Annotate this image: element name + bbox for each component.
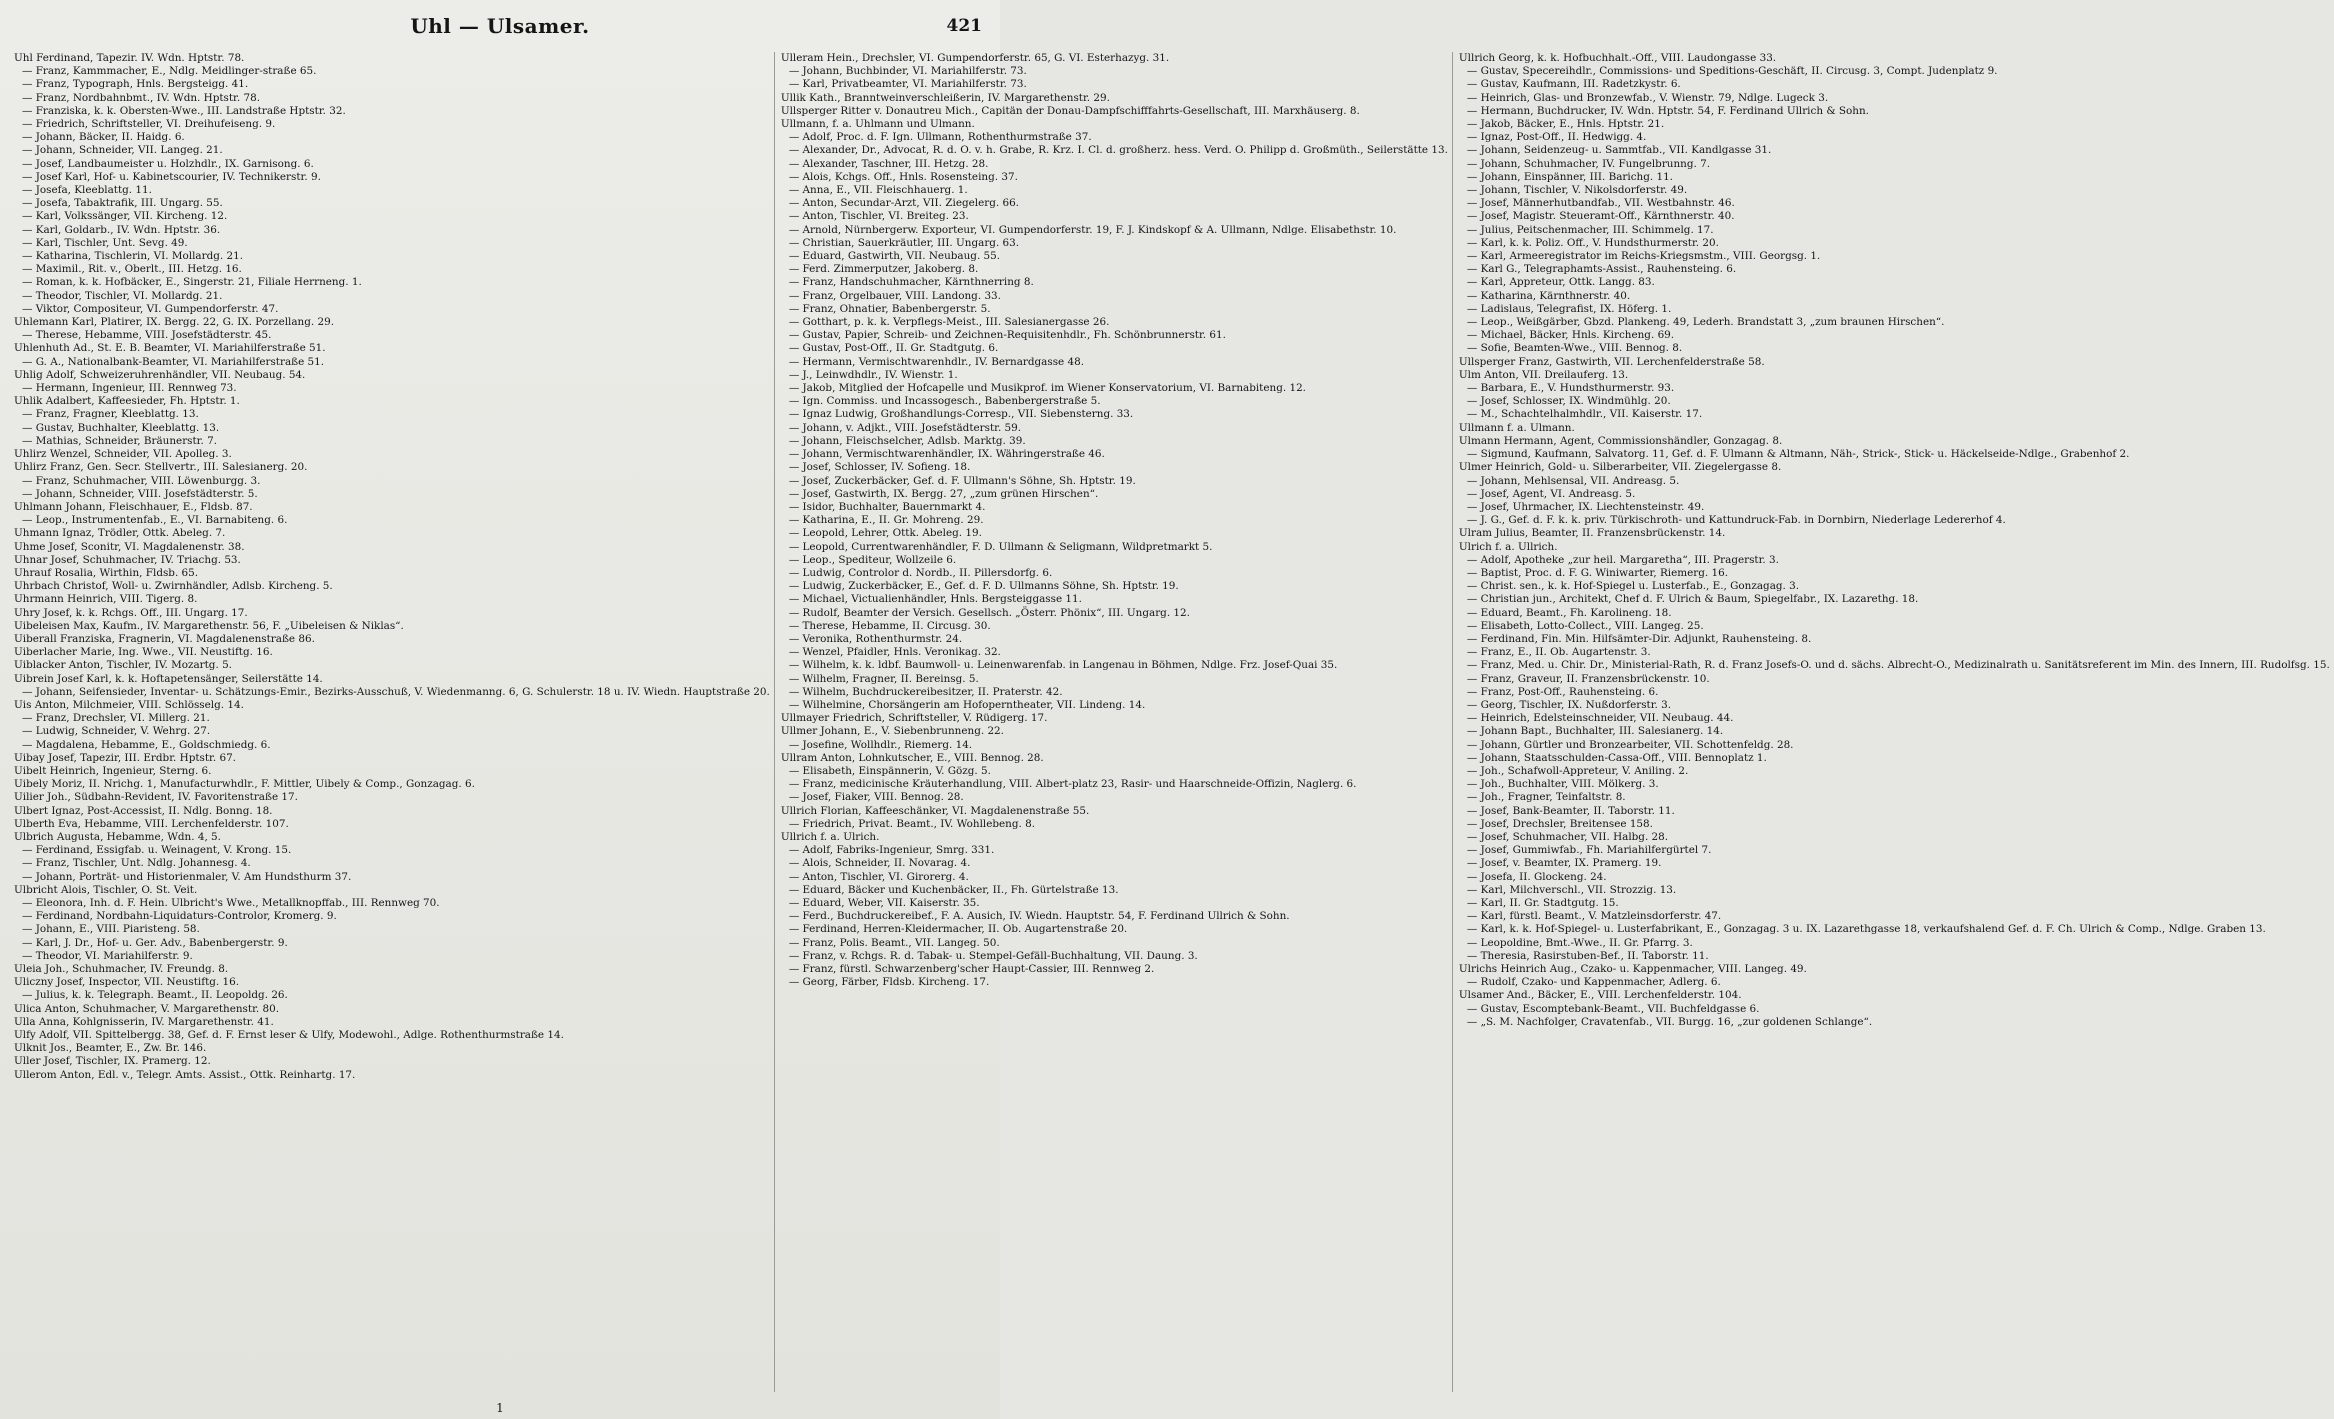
directory-entry: — Josefa, Tabaktrafik, III. Ungarg. 55. <box>22 197 223 210</box>
directory-entry: — Franz, medicinische Kräuterhandlung, VIII. Albert-platz 23, Rasir- und Haarschneide-Offizin, Naglerg. 6. <box>788 778 1357 791</box>
directory-entry: — Friedrich, Schriftsteller, VI. Dreihufeiseng. 9. <box>22 118 276 131</box>
directory-entry: Ullerom Anton, Edl. v., Telegr. Amts. Assist., Ottk. Reinhartg. 17. <box>14 1068 356 1081</box>
directory-entry: — M., Schachtelhalmhdlr., VII. Kaiserstr. 17. <box>1466 408 1703 421</box>
directory-entry: — Josef, Fiaker, VIII. Bennog. 28. <box>788 791 964 804</box>
directory-entry: — Karl, Volkssänger, VII. Kircheng. 12. <box>22 210 228 223</box>
directory-entry: — Josef, Zuckerbäcker, Gef. d. F. Ullmann's Söhne, Sh. Hptstr. 19. <box>788 474 1136 487</box>
column-right <box>1459 52 2334 1392</box>
directory-entry: — Joh., Schafwoll-Appreteur, V. Aniling. 2. <box>1466 764 1689 777</box>
directory-entry: — J., Leinwdhdlr., IV. Wienstr. 1. <box>788 368 958 381</box>
directory-entry: — Franz, Graveur, II. Franzensbrückenstr. 10. <box>1466 672 1710 685</box>
directory-entry: — Gustav, Post-Off., II. Gr. Stadtgutg. 6. <box>788 342 999 355</box>
directory-entry: — Josef, Drechsler, Breitensee 158. <box>1466 817 1653 830</box>
directory-entry: Uhme Josef, Sconitr, VI. Magdalenenstr. 38. <box>14 540 245 553</box>
directory-entry: Uibeleisen Max, Kaufm., IV. Margarethenstr. 56, F. „Uibeleisen & Niklas“. <box>14 619 404 632</box>
directory-entry: Uhrauf Rosalia, Wirthin, Fldsb. 65. <box>14 566 199 579</box>
directory-entry: — Johann Bapt., Buchhalter, III. Salesianerg. 14. <box>1466 725 1724 738</box>
directory-entry: — Ludwig, Schneider, V. Wehrg. 27. <box>22 725 211 738</box>
directory-entry: — Josefine, Wollhdlr., Riemerg. 14. <box>788 738 973 751</box>
directory-entry: — Johann, Schneider, VIII. Josefstädterstr. 5. <box>22 487 258 500</box>
column-left <box>14 52 775 1392</box>
directory-entry: Ullrich Florian, Kaffeeschänker, VI. Magdalenenstraße 55. <box>780 804 1090 817</box>
directory-entry: — Franz, Post-Off., Rauhensteing. 6. <box>1466 685 1659 698</box>
directory-entry: Uiberall Franziska, Fragnerin, VI. Magdalenenstraße 86. <box>14 632 315 645</box>
directory-entry: Ulsamer And., Bäcker, E., VIII. Lerchenfelderstr. 104. <box>1458 989 1742 1002</box>
directory-entry: — Veronika, Rothenthurmstr. 24. <box>788 632 963 645</box>
directory-entry: Uiberlacher Marie, Ing. Wwe., VII. Neustiftg. 16. <box>14 646 273 659</box>
directory-entry: Ullmann f. a. Ulmann. <box>1458 421 1575 434</box>
directory-entry: — Gustav, Kaufmann, III. Radetzkystr. 6. <box>1466 78 1681 91</box>
directory-entry: — Alois, Schneider, II. Novarag. 4. <box>788 857 971 870</box>
directory-entry: Ullmann, f. a. Uhlmann und Ulmann. <box>780 118 975 131</box>
directory-entry: — Alexander, Dr., Advocat, R. d. O. v. h. Grabe, R. Krz. I. Cl. d. großherz. hess. Verd. O. Philipp d. Großmüth., Seilerstätte 13. <box>788 144 1448 157</box>
directory-entry: Ulmer Heinrich, Gold- u. Silberarbeiter, VII. Ziegelergasse 8. <box>1458 461 1782 474</box>
directory-entry: — G. A., Nationalbank-Beamter, VI. Mariahilferstraße 51. <box>22 355 325 368</box>
directory-entry: — Josef, Schuhmacher, VII. Halbg. 28. <box>1466 830 1669 843</box>
directory-entry: Ullmayer Friedrich, Schriftsteller, V. Rüdigerg. 17. <box>780 712 1048 725</box>
directory-entry: — Katharina, Kärnthnerstr. 40. <box>1466 289 1631 302</box>
directory-entry: — Franz, Med. u. Chir. Dr., Ministerial-Rath, R. d. Franz Josefs-O. und d. sächs. Albrecht-O., Medizinalrath u. Sanitätsreferent im Min. des Innern, III. Rudolfsg. 15. <box>1466 659 2330 672</box>
directory-entry: — Johann, Staatsschulden-Cassa-Off., VIII. Bennoplatz 1. <box>1466 751 1767 764</box>
directory-entry: Uhlirz Wenzel, Schneider, VII. Apolleg. 3. <box>14 448 232 461</box>
directory-entry: — Elisabeth, Einspännerin, V. Gözg. 5. <box>788 764 991 777</box>
directory-entry: Uhrmann Heinrich, VIII. Tigerg. 8. <box>14 593 198 606</box>
directory-entry: — Franz, Handschuhmacher, Kärnthnerring 8. <box>788 276 1034 289</box>
directory-entry: — Josef, Gastwirth, IX. Bergg. 27, „zum grünen Hirschen“. <box>788 487 1099 500</box>
directory-entry: — Georg, Tischler, IX. Nußdorferstr. 3. <box>1466 698 1672 711</box>
directory-entry: — Ignaz, Post-Off., II. Hedwigg. 4. <box>1466 131 1647 144</box>
directory-entry: Uhrbach Christof, Woll- u. Zwirnhändler, Adlsb. Kircheng. 5. <box>14 580 333 593</box>
directory-entry: — Johann, E., VIII. Piaristeng. 58. <box>22 923 200 936</box>
directory-entry: — Karl, Goldarb., IV. Wdn. Hptstr. 36. <box>22 223 221 236</box>
directory-entry: Ulm Anton, VII. Dreilauferg. 13. <box>1458 368 1629 381</box>
directory-entry: — Karl, Tischler, Unt. Sevg. 49. <box>22 236 188 249</box>
directory-entry: Ulbert Ignaz, Post-Accessist, II. Ndlg. Bonng. 18. <box>14 804 273 817</box>
directory-entry: — Josef Karl, Hof- u. Kabinetscourier, IV. Technikerstr. 9. <box>22 170 321 183</box>
directory-entry: — Isidor, Buchhalter, Bauernmarkt 4. <box>788 500 986 513</box>
directory-entry: Ulbricht Alois, Tischler, O. St. Veit. <box>14 883 198 896</box>
directory-entry: — Wilhelm, k. k. ldbf. Baumwoll- u. Leinenwarenfab. in Langenau in Böhmen, Ndlge. Frz. Josef-Quai 35. <box>788 659 1338 672</box>
directory-entry: Ulbrich Augusta, Hebamme, Wdn. 4, 5. <box>14 830 221 843</box>
directory-entry: Ulmann Hermann, Agent, Commissionshändler, Gonzagag. 8. <box>1458 434 1783 447</box>
directory-entry: Uiblacker Anton, Tischler, IV. Mozartg. 5. <box>14 659 232 672</box>
directory-entry: — Adolf, Apotheke „zur heil. Margaretha“, III. Pragerstr. 3. <box>1466 553 1779 566</box>
directory-entry: — Gustav, Papier, Schreib- und Zeichnen-Requisitenhdlr., Fh. Schönbrunnerstr. 61. <box>788 329 1226 342</box>
directory-entry: — Anton, Tischler, VI. Girorerg. 4. <box>788 870 969 883</box>
directory-entry: — Heinrich, Edelsteinschneider, VII. Neubaug. 44. <box>1466 712 1734 725</box>
directory-entry: — Eduard, Weber, VII. Kaiserstr. 35. <box>788 897 980 909</box>
directory-entry: — Anton, Tischler, VI. Breiteg. 23. <box>788 210 969 223</box>
directory-entry: Uhmann Ignaz, Trödler, Ottk. Abeleg. 7. <box>14 527 226 540</box>
directory-entry: — Wenzel, Pfaidler, Hnls. Veronikag. 32. <box>788 646 1001 659</box>
directory-entry: — Johann, Seidenzeug- u. Sammtfab., VII. Kandlgasse 31. <box>1466 144 1772 157</box>
directory-entry: Uhlmann Johann, Fleischhauer, E., Fldsb. 87. <box>14 500 253 513</box>
directory-entry: — Joh., Buchhalter, VIII. Mölkerg. 3. <box>1466 778 1659 791</box>
directory-entry: Uibelt Heinrich, Ingenieur, Sterng. 6. <box>14 764 212 777</box>
directory-entry: Ulla Anna, Kohlgnisserin, IV. Margarethenstr. 41. <box>14 1015 274 1028</box>
directory-entry: Ulberth Eva, Hebamme, VIII. Lerchenfelderstr. 107. <box>14 817 289 830</box>
directory-entry: — Therese, Hebamme, VIII. Josefstädterstr. 45. <box>22 329 272 342</box>
directory-entry: Uis Anton, Milchmeier, VIII. Schlösselg. 14. <box>14 698 244 711</box>
directory-entry: — Eleonora, Inh. d. F. Hein. Ulbricht's Wwe., Metallknopffab., III. Rennweg 70. <box>22 897 440 909</box>
directory-entry: — Christian jun., Architekt, Chef d. F. Ulrich & Baum, Spiegelfabr., IX. Lazarethg. 18. <box>1466 593 1919 606</box>
directory-entry: — Karl, Milchverschl., VII. Strozzig. 13. <box>1466 883 1677 896</box>
directory-entry: Uhry Josef, k. k. Rchgs. Off., III. Ungarg. 17. <box>14 606 248 619</box>
directory-entry: — Karl, J. Dr., Hof- u. Ger. Adv., Babenbergerstr. 9. <box>22 936 288 949</box>
directory-entry: Ulrichs Heinrich Aug., Czako- u. Kappenmacher, VIII. Langeg. 49. <box>1458 963 1807 976</box>
directory-columns <box>14 52 2330 1392</box>
directory-entry: — Sigmund, Kaufmann, Salvatorg. 11, Gef. d. F. Ulmann & Altmann, Näh-, Strick-, Stick- u. Häckelseide-Ndlge., Grabenhof 2. <box>1466 448 2130 461</box>
directory-entry: Uhlemann Karl, Platirer, IX. Bergg. 22, G. IX. Porzellang. 29. <box>14 316 335 329</box>
directory-entry: — Wilhelm, Buchdruckereibesitzer, II. Praterstr. 42. <box>788 685 1063 698</box>
directory-entry: — Johann, Mehlsensal, VII. Andreasg. 5. <box>1466 474 1680 487</box>
directory-entry: — Eduard, Gastwirth, VII. Neubaug. 55. <box>788 250 1001 263</box>
directory-entry: — Franz, Kammmacher, E., Ndlg. Meidlinger-straße 65. <box>22 65 317 78</box>
directory-entry: Uibay Josef, Tapezir, III. Erdbr. Hptstr. 67. <box>14 751 236 764</box>
directory-entry: — Franz, Schuhmacher, VIII. Löwenburgg. 3. <box>22 474 261 487</box>
directory-entry: Uhlik Adalbert, Kaffeesieder, Fh. Hptstr. 1. <box>14 395 240 408</box>
directory-entry: — Johann, Porträt- und Historienmaler, V. Am Hundsthurm 37. <box>22 870 352 883</box>
directory-entry: — Josef, Bank-Beamter, II. Taborstr. 11. <box>1466 804 1675 817</box>
directory-entry: — Anna, E., VII. Fleischhauerg. 1. <box>788 184 968 197</box>
directory-entry: — Johann, Vermischtwarenhändler, IX. Währingerstraße 46. <box>788 448 1105 461</box>
directory-entry: — Johann, Tischler, V. Nikolsdorferstr. 49. <box>1466 184 1688 197</box>
directory-entry: — Ferdinand, Essigfab. u. Weinagent, V. Krong. 15. <box>22 844 292 857</box>
directory-entry: — Alexander, Taschner, III. Hetzg. 28. <box>788 157 989 170</box>
directory-entry: — Christ. sen., k. k. Hof-Spiegel u. Lusterfab., E., Gonzagag. 3. <box>1466 580 1800 593</box>
directory-entry: — Gotthart, p. k. k. Verpflegs-Meist., III. Salesianergasse 26. <box>788 316 1110 329</box>
directory-entry: — Therese, Hebamme, II. Circusg. 30. <box>788 619 991 632</box>
directory-entry: Ulrich f. a. Ullrich. <box>1458 540 1558 553</box>
directory-entry: — Johann, Gürtler und Bronzearbeiter, VII. Schottenfeldg. 28. <box>1466 738 1794 751</box>
directory-entry: — Josef, Uhrmacher, IX. Liechtensteinstr. 49. <box>1466 500 1705 513</box>
directory-entry: Ullsperger Franz, Gastwirth, VII. Lerchenfelderstraße 58. <box>1458 355 1765 368</box>
directory-entry: — Ladislaus, Telegrafist, IX. Höferg. 1. <box>1466 302 1672 315</box>
directory-entry: — Josefa, II. Glockeng. 24. <box>1466 870 1607 883</box>
directory-entry: — Barbara, E., V. Hundsthurmerstr. 93. <box>1466 382 1675 395</box>
directory-entry: — Adolf, Fabriks-Ingenieur, Smrg. 331. <box>788 844 995 857</box>
page-number: 421 <box>946 16 982 36</box>
directory-entry: — Katharina, Tischlerin, VI. Mollardg. 21. <box>22 250 244 263</box>
directory-entry: — Ferdinand, Nordbahn-Liquidaturs-Controlor, Kromerg. 9. <box>22 910 337 923</box>
directory-entry: — „S. M. Nachfolger, Cravatenfab., VII. Burgg. 16, „zur goldenen Schlange“. <box>1466 1015 1873 1028</box>
directory-entry: — Johann, Schneider, VII. Langeg. 21. <box>22 144 223 157</box>
directory-entry: — Ignaz Ludwig, Großhandlungs-Corresp., VII. Siebensterng. 33. <box>788 408 1134 421</box>
directory-entry: — Friedrich, Privat. Beamt., IV. Wohllebeng. 8. <box>788 817 1036 830</box>
directory-entry: — Leop., Weißgärber, Gbzd. Plankeng. 49, Lederh. Brandstatt 3, „zum braunen Hirschen“. <box>1466 316 1945 329</box>
directory-entry: — Eduard, Bäcker und Kuchenbäcker, II., Fh. Gürtelstraße 13. <box>788 883 1119 896</box>
directory-entry: — Franz, Typograph, Hnls. Bergsteigg. 41. <box>22 78 249 91</box>
directory-entry: — Arnold, Nürnbergerw. Exporteur, VI. Gumpendorferstr. 19, F. J. Kindskopf & A. Ullmann, Ndlge. Elisabethstr. 10. <box>788 223 1397 236</box>
footer-mark: 1 <box>496 1401 504 1415</box>
directory-entry: — Julius, k. k. Telegraph. Beamt., II. Leopoldg. 26. <box>22 989 288 1002</box>
page-title: Uhl — Ulsamer. <box>410 14 590 38</box>
directory-entry: — Theodor, VI. Mariahilferstr. 9. <box>22 949 193 962</box>
directory-entry: — Julius, Peitschenmacher, III. Schimmelg. 17. <box>1466 223 1714 236</box>
directory-entry: — Hermann, Ingenieur, III. Rennweg 73. <box>22 382 237 395</box>
directory-entry: — J. G., Gef. d. F. k. k. priv. Türkischroth- und Kattundruck-Fab. in Dornbirn, Niederlage Ledererhof 4. <box>1466 514 2006 527</box>
directory-entry: — Ludwig, Controlor d. Nordb., II. Pillersdorfg. 6. <box>788 566 1053 579</box>
directory-entry: — Ferdinand, Fin. Min. Hilfsämter-Dir. Adjunkt, Rauhensteing. 8. <box>1466 632 1812 645</box>
directory-entry: — Ferd., Buchdruckereibef., F. A. Ausich, IV. Wiedn. Hauptstr. 54, F. Ferdinand Ullrich & Sohn. <box>788 910 1290 923</box>
directory-entry: — Theresia, Rasirstuben-Bef., II. Taborstr. 11. <box>1466 949 1709 962</box>
directory-entry: — Karl, k. k. Poliz. Off., V. Hundsthurmerstr. 20. <box>1466 236 1719 249</box>
directory-entry: — Leopoldine, Bmt.-Wwe., II. Gr. Pfarrg. 3. <box>1466 936 1693 949</box>
directory-entry: — Jakob, Mitglied der Hofcapelle und Musikprof. im Wiener Konservatorium, VI. Barnabiteng. 12. <box>788 382 1306 395</box>
directory-entry: — Gustav, Escomptebank-Beamt., VII. Buchfeldgasse 6. <box>1466 1002 1760 1015</box>
directory-entry: — Gustav, Buchhalter, Kleeblattg. 13. <box>22 421 220 434</box>
page-header <box>0 14 1000 42</box>
directory-entry: — Wilhelmine, Chorsängerin am Hofoperntheater, VII. Lindeng. 14. <box>788 698 1146 711</box>
directory-entry: — Adolf, Proc. d. F. Ign. Ullmann, Rothenthurmstraße 37. <box>788 131 1092 144</box>
directory-entry: — Josef, Männerhutbandfab., VII. Westbahnstr. 46. <box>1466 197 1735 210</box>
directory-entry: — Franziska, k. k. Obersten-Wwe., III. Landstraße Hptstr. 32. <box>22 104 346 117</box>
directory-entry: — Ferd. Zimmerputzer, Jakoberg. 8. <box>788 263 979 276</box>
directory-entry: — Heinrich, Glas- und Bronzewfab., V. Wienstr. 79, Ndlge. Lugeck 3. <box>1466 91 1829 104</box>
directory-entry: Uhlig Adolf, Schweizeruhrenhändler, VII. Neubaug. 54. <box>14 368 306 381</box>
directory-entry: — Franz, Nordbahnbmt., IV. Wdn. Hptstr. 78. <box>22 91 260 104</box>
directory-entry: Ullik Kath., Branntweinverschleißerin, IV. Margarethenstr. 29. <box>780 91 1110 104</box>
directory-entry: — Magdalena, Hebamme, E., Goldschmiedg. 6. <box>22 738 271 751</box>
directory-entry: — Sofie, Beamten-Wwe., VIII. Bennog. 8. <box>1466 342 1683 355</box>
directory-entry: — Franz, v. Rchgs. R. d. Tabak- u. Stempel-Gefäll-Buchhaltung, VII. Daung. 3. <box>788 949 1198 962</box>
directory-entry: — Karl, II. Gr. Stadtgutg. 15. <box>1466 897 1619 909</box>
directory-entry: — Theodor, Tischler, VI. Mollardg. 21. <box>22 289 223 302</box>
directory-entry: — Karl, Appreteur, Ottk. Langg. 83. <box>1466 276 1655 289</box>
directory-entry: Ullsperger Ritter v. Donautreu Mich., Capitän der Donau-Dampfschifffahrts-Gesellschaft, III. Marxhäuserg. 8. <box>780 104 1360 117</box>
directory-entry: Ullram Anton, Lohnkutscher, E., VIII. Bennog. 28. <box>780 751 1044 764</box>
directory-entry: — Josef, Gummiwfab., Fh. Mariahilfergürtel 7. <box>1466 844 1712 857</box>
directory-entry: — Hermann, Vermischtwarenhdlr., IV. Bernardgasse 48. <box>788 355 1085 368</box>
directory-entry: — Wilhelm, Fragner, II. Bereinsg. 5. <box>788 672 979 685</box>
directory-entry: Uilier Joh., Südbahn-Revident, IV. Favoritenstraße 17. <box>14 791 298 804</box>
directory-entry: Uhlirz Franz, Gen. Secr. Stellvertr., III. Salesianerg. 20. <box>14 461 308 474</box>
directory-entry: — Franz, E., II. Ob. Augartenstr. 3. <box>1466 646 1651 659</box>
directory-entry: — Franz, fürstl. Schwarzenberg'scher Haupt-Cassier, III. Rennweg 2. <box>788 963 1155 976</box>
directory-entry: Uhnar Josef, Schuhmacher, IV. Triachg. 53. <box>14 553 241 566</box>
directory-entry: — Franz, Drechsler, VI. Millerg. 21. <box>22 712 210 725</box>
directory-entry: Uhlenhuth Ad., St. E. B. Beamter, VI. Mariahilferstraße 51. <box>14 342 326 355</box>
directory-entry: Uibely Moriz, II. Nrichg. 1, Manufacturwhdlr., F. Mittler, Uibely & Comp., Gonzagag. 6. <box>14 778 475 791</box>
directory-entry: — Baptist, Proc. d. F. G. Winiwarter, Riemerg. 16. <box>1466 566 1729 579</box>
directory-entry: — Georg, Färber, Fldsb. Kircheng. 17. <box>788 976 990 989</box>
directory-entry: — Ign. Commiss. und Incassogesch., Babenbergerstraße 5. <box>788 395 1101 408</box>
directory-entry: — Johann, v. Adjkt., VIII. Josefstädterstr. 59. <box>788 421 1022 434</box>
directory-entry: — Franz, Ohnatier, Babenbergerstr. 5. <box>788 302 991 315</box>
directory-entry: Ulfy Adolf, VII. Spittelbergg. 38, Gef. d. F. Ernst leser & Ulfy, Modewohl., Adlge. Rothenthurmstraße 14. <box>14 1029 564 1042</box>
directory-entry: — Josef, Agent, VI. Andreasg. 5. <box>1466 487 1636 500</box>
directory-entry: — Josefa, Kleeblattg. 11. <box>22 184 152 197</box>
directory-entry: — Katharina, E., II. Gr. Mohreng. 29. <box>788 514 984 527</box>
directory-entry: — Ferdinand, Herren-Kleidermacher, II. Ob. Augartenstraße 20. <box>788 923 1128 936</box>
directory-entry: — Johann, Bäcker, II. Haidg. 6. <box>22 131 185 144</box>
directory-entry: — Karl, Privatbeamter, VI. Mariahilferstr. 73. <box>788 78 1027 91</box>
directory-entry: Uleia Joh., Schuhmacher, IV. Freundg. 8. <box>14 963 229 976</box>
directory-entry: — Eduard, Beamt., Fh. Karolineng. 18. <box>1466 606 1672 619</box>
directory-entry: — Johann, Buchbinder, VI. Mariahilferstr. 73. <box>788 65 1027 78</box>
directory-entry: — Leopold, Currentwarenhändler, F. D. Ullmann & Seligmann, Wildpretmarkt 5. <box>788 540 1213 553</box>
directory-entry: — Jakob, Bäcker, E., Hnls. Hptstr. 21. <box>1466 118 1665 131</box>
directory-entry: — Franz, Polis. Beamt., VII. Langeg. 50. <box>788 936 1000 949</box>
directory-entry: — Elisabeth, Lotto-Collect., VIII. Langeg. 25. <box>1466 619 1704 632</box>
directory-entry: — Michael, Bäcker, Hnls. Kircheng. 69. <box>1466 329 1675 342</box>
directory-entry: — Josef, Schlosser, IV. Sofieng. 18. <box>788 461 971 474</box>
directory-entry: — Josef, Magistr. Steueramt-Off., Kärnthnerstr. 40. <box>1466 210 1735 223</box>
directory-entry: Uibrein Josef Karl, k. k. Hoftapetensänger, Seilerstätte 14. <box>14 672 323 685</box>
directory-entry: Ullrich f. a. Ulrich. <box>780 830 880 843</box>
directory-entry: — Josef, Landbaumeister u. Holzhdlr., IX. Garnisong. 6. <box>22 157 314 170</box>
directory-entry: — Johann, Einspänner, III. Barichg. 11. <box>1466 170 1673 183</box>
directory-entry: — Ludwig, Zuckerbäcker, E., Gef. d. F. D. Ullmanns Söhne, Sh. Hptstr. 19. <box>788 580 1179 593</box>
directory-entry: Ullmer Johann, E., V. Siebenbrunneng. 22. <box>780 725 1004 738</box>
directory-entry: — Christian, Sauerkräutler, III. Ungarg. 63. <box>788 236 1020 249</box>
directory-entry: — Michael, Victualienhändler, Hnls. Bergsteiggasse 11. <box>788 593 1082 606</box>
directory-entry: — Maximil., Rit. v., Oberlt., III. Hetzg. 16. <box>22 263 242 276</box>
directory-entry: Ulica Anton, Schuhmacher, V. Margarethenstr. 80. <box>14 1002 280 1015</box>
directory-entry: — Johann, Seifensieder, Inventar- u. Schätzungs-Emir., Bezirks-Ausschuß, V. Wiedenmanng. 6, G. Schulerstr. 18 u. IV. Wiedn. Hauptstraße 20. <box>22 685 770 698</box>
directory-entry: — Alois, Kchgs. Off., Hnls. Rosensteing. 37. <box>788 170 1018 183</box>
directory-entry: — Joh., Fragner, Teinfaltstr. 8. <box>1466 791 1626 804</box>
directory-entry: — Franz, Fragner, Kleeblattg. 13. <box>22 408 199 421</box>
directory-entry: — Anton, Secundar-Arzt, VII. Ziegelerg. 66. <box>788 197 1019 210</box>
directory-entry: — Franz, Tischler, Unt. Ndlg. Johannesg. 4. <box>22 857 251 870</box>
directory-entry: — Roman, k. k. Hofbäcker, E., Singerstr. 21, Filiale Herrneng. 1. <box>22 276 362 289</box>
directory-entry: — Franz, Orgelbauer, VIII. Landong. 33. <box>788 289 1001 302</box>
directory-entry: — Karl G., Telegraphamts-Assist., Rauhensteing. 6. <box>1466 263 1737 276</box>
directory-entry: — Karl, Armeeregistrator im Reichs-Kriegsmstm., VIII. Georgsg. 1. <box>1466 250 1821 263</box>
directory-entry: — Johann, Fleischselcher, Adlsb. Marktg. 39. <box>788 434 1026 447</box>
directory-entry: — Leop., Instrumentenfab., E., VI. Barnabiteng. 6. <box>22 514 288 527</box>
directory-entry: Ullrich Georg, k. k. Hofbuchhalt.-Off., VIII. Laudongasse 33. <box>1458 52 1777 64</box>
directory-entry: — Hermann, Buchdrucker, IV. Wdn. Hptstr. 54, F. Ferdinand Ullrich & Sohn. <box>1466 104 1869 117</box>
column-middle <box>781 52 1453 1392</box>
directory-entry: — Mathias, Schneider, Bräunerstr. 7. <box>22 434 218 447</box>
directory-entry: — Josef, v. Beamter, IX. Pramerg. 19. <box>1466 857 1662 870</box>
directory-entry: — Leopold, Lehrer, Ottk. Abeleg. 19. <box>788 527 982 540</box>
directory-entry: Uller Josef, Tischler, IX. Pramerg. 12. <box>14 1055 211 1068</box>
directory-entry: — Karl, k. k. Hof-Spiegel- u. Lusterfabrikant, E., Gonzagag. 3 u. IX. Lazarethgasse 18, verkaufshalend Gef. d. F. Ch. Ulrich & Comp., Ndlge. Graben 13. <box>1466 923 2266 936</box>
directory-entry: — Leop., Spediteur, Wollzeile 6. <box>788 553 957 566</box>
directory-entry: — Karl, fürstl. Beamt., V. Matzleinsdorferstr. 47. <box>1466 910 1722 923</box>
directory-entry: — Rudolf, Czako- und Kappenmacher, Adlerg. 6. <box>1466 976 1721 989</box>
directory-entry: — Josef, Schlosser, IX. Windmühlg. 20. <box>1466 395 1671 408</box>
directory-entry: Uliczny Josef, Inspector, VII. Neustiftg. 16. <box>14 976 240 989</box>
directory-entry: Uhl Ferdinand, Tapezir. IV. Wdn. Hptstr. 78. <box>14 52 245 64</box>
directory-entry: Ulleram Hein., Drechsler, VI. Gumpendorferstr. 65, G. VI. Esterhazyg. 31. <box>780 52 1170 64</box>
directory-entry: Ulram Julius, Beamter, II. Franzensbrückenstr. 14. <box>1458 527 1726 540</box>
directory-entry: — Viktor, Compositeur, VI. Gumpendorferstr. 47. <box>22 302 279 315</box>
directory-entry: — Gustav, Specereihdlr., Commissions- und Speditions-Geschäft, II. Circusg. 3, Compt. Judenplatz 9. <box>1466 65 1998 78</box>
directory-entry: — Johann, Schuhmacher, IV. Fungelbrunng. 7. <box>1466 157 1711 170</box>
directory-entry: Ulknit Jos., Beamter, E., Zw. Br. 146. <box>14 1042 207 1055</box>
directory-entry: — Rudolf, Beamter der Versich. Gesellsch. „Österr. Phönix“, III. Ungarg. 12. <box>788 606 1190 619</box>
